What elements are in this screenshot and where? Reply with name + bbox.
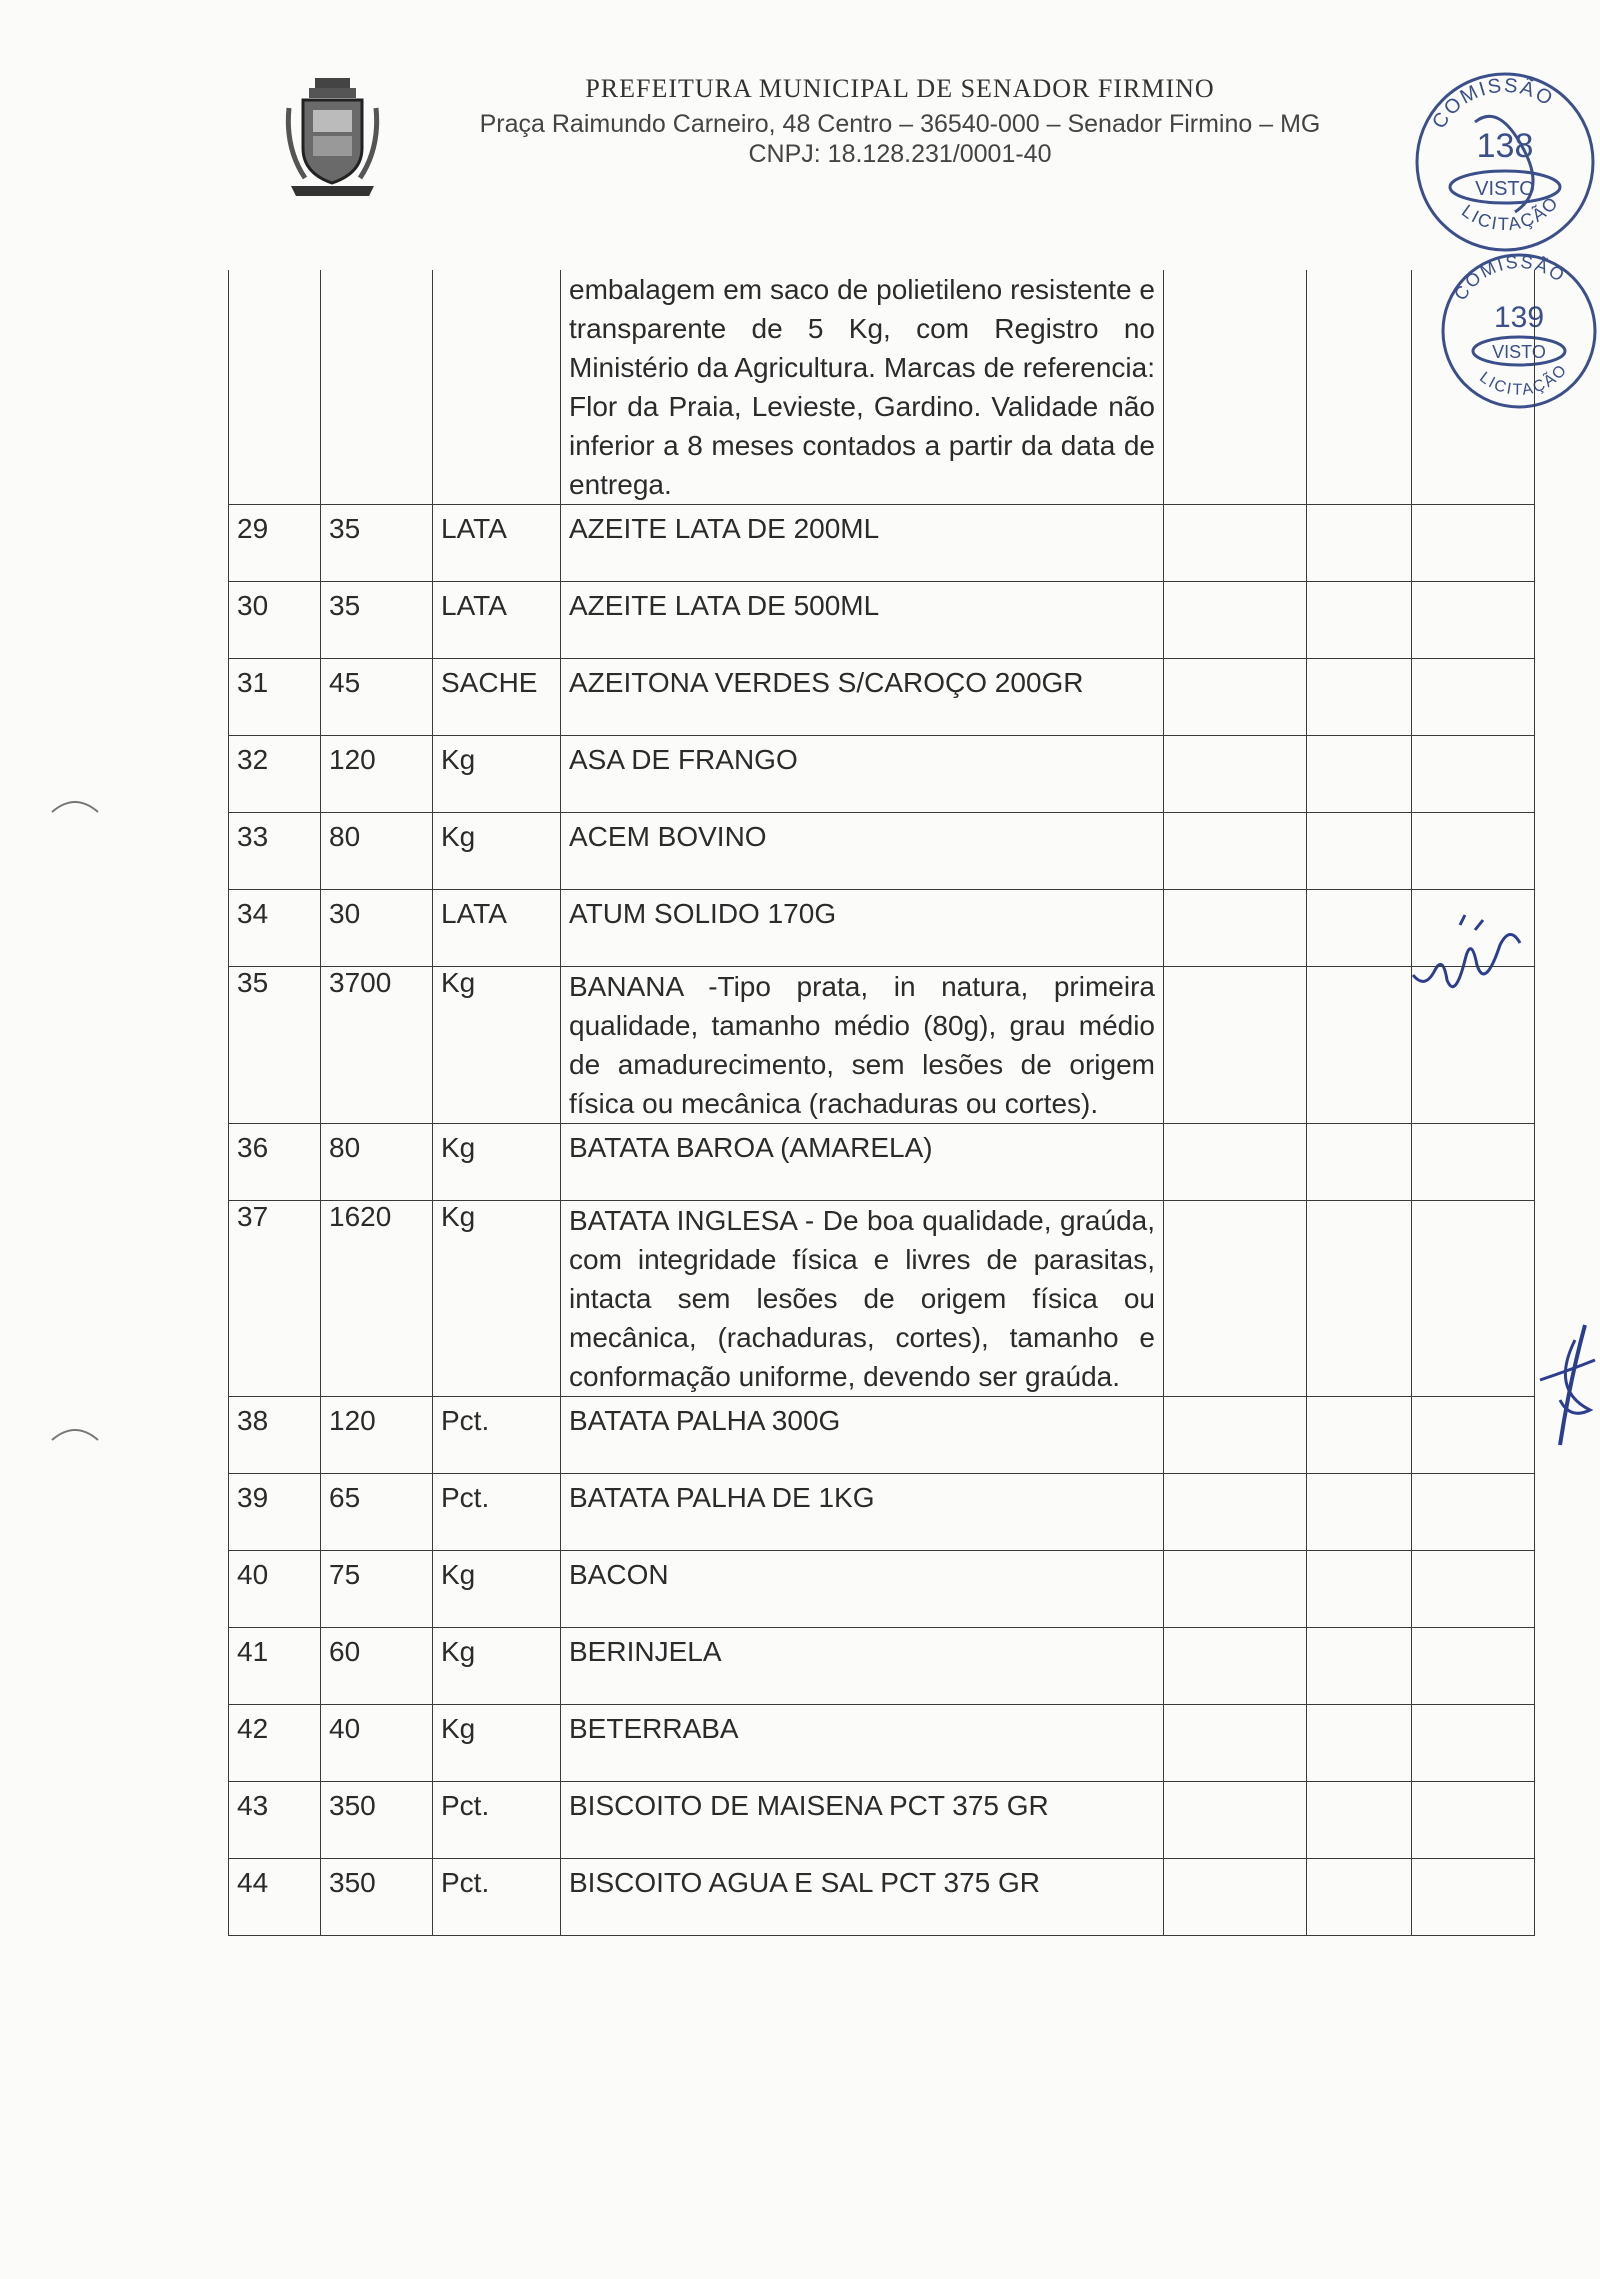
empty-cell — [1307, 270, 1412, 505]
quantity-cell: 120 — [321, 736, 433, 813]
empty-cell — [1412, 1551, 1535, 1628]
table-row — [229, 1551, 1535, 1628]
empty-cell — [1412, 736, 1535, 813]
quantity-cell: 35 — [321, 505, 433, 582]
unit-cell: Kg — [433, 1628, 561, 1705]
item-number-cell: 32 — [229, 736, 321, 813]
stamp-bottom-text: LICITAÇÃO — [1476, 360, 1572, 399]
items-table — [228, 270, 1535, 1936]
empty-cell — [1307, 505, 1412, 582]
table-row — [229, 1705, 1535, 1782]
table-row — [229, 1474, 1535, 1551]
item-number-cell: 33 — [229, 813, 321, 890]
stamp-middle-text: VISTO — [1475, 178, 1535, 200]
quantity-cell: 30 — [321, 890, 433, 967]
empty-cell — [1164, 270, 1307, 505]
empty-cell — [1164, 505, 1307, 582]
description-cell: embalagem em saco de polietileno resistente e transparente de 5 Kg, com Registro no Ministério da Agricultura. Marcas de referencia: Flor da Praia, Levieste, Gardino. Validade não inferior a 8 meses contados a partir da data de entrega. — [561, 270, 1164, 505]
empty-cell — [1164, 1124, 1307, 1201]
municipal-crest-icon — [285, 78, 380, 198]
table-row — [229, 659, 1535, 736]
empty-cell — [1412, 1859, 1535, 1936]
empty-cell — [1164, 1474, 1307, 1551]
item-number-cell: 31 — [229, 659, 321, 736]
empty-cell — [1307, 1859, 1412, 1936]
empty-cell — [1164, 1782, 1307, 1859]
quantity-cell: 35 — [321, 582, 433, 659]
item-number-cell: 29 — [229, 505, 321, 582]
item-number-cell: 34 — [229, 890, 321, 967]
empty-cell — [1164, 813, 1307, 890]
description-cell: BERINJELA — [561, 1628, 1164, 1705]
table-row — [229, 967, 1535, 1124]
unit-cell: Kg — [433, 1201, 561, 1397]
item-number-cell: 39 — [229, 1474, 321, 1551]
description-cell: BATATA INGLESA - De boa qualidade, graúda, com integridade física e livres de parasitas, intacta sem lesões de origem física ou mecânica, (rachaduras, cortes), tamanho e conformação uniforme, devendo ser graúda. — [561, 1201, 1164, 1397]
empty-cell — [1164, 1397, 1307, 1474]
empty-cell — [1307, 1474, 1412, 1551]
empty-cell — [1307, 736, 1412, 813]
handwritten-signature-icon — [1530, 1320, 1600, 1450]
empty-cell — [1164, 967, 1307, 1124]
unit-cell: Kg — [433, 813, 561, 890]
empty-cell — [1307, 1124, 1412, 1201]
description-cell: BANANA -Tipo prata, in natura, primeira qualidade, tamanho médio (80g), grau médio de amadurecimento, sem lesões de origem física ou mecânica (rachaduras ou cortes). — [561, 967, 1164, 1124]
description-cell: BATATA PALHA DE 1KG — [561, 1474, 1164, 1551]
empty-cell — [1412, 270, 1535, 505]
table-row — [229, 505, 1535, 582]
unit-cell: Kg — [433, 1705, 561, 1782]
unit-cell: Pct. — [433, 1474, 561, 1551]
punch-hole-mark-icon — [50, 796, 100, 814]
empty-cell — [1412, 1782, 1535, 1859]
unit-cell — [433, 270, 561, 505]
stamp-number: 138 — [1476, 127, 1534, 165]
svg-text:COMISSÃO — [1428, 75, 1558, 133]
empty-cell — [1164, 1201, 1307, 1397]
description-cell: BETERRABA — [561, 1705, 1164, 1782]
unit-cell: Kg — [433, 1124, 561, 1201]
description-cell: BATATA PALHA 300G — [561, 1397, 1164, 1474]
unit-cell: Kg — [433, 1551, 561, 1628]
municipality-cnpj: CNPJ: 18.128.231/0001-40 — [748, 140, 1052, 168]
empty-cell — [1307, 1782, 1412, 1859]
quantity-cell: 120 — [321, 1397, 433, 1474]
item-number-cell: 35 — [229, 967, 321, 1124]
empty-cell — [1164, 582, 1307, 659]
empty-cell — [1307, 582, 1412, 659]
item-number-cell — [229, 270, 321, 505]
empty-cell — [1307, 967, 1412, 1124]
empty-cell — [1412, 1705, 1535, 1782]
table-row — [229, 736, 1535, 813]
quantity-cell: 40 — [321, 1705, 433, 1782]
empty-cell — [1412, 813, 1535, 890]
stamp-top-text: COMISSÃO — [1450, 251, 1570, 304]
table-row — [229, 1859, 1535, 1936]
empty-cell — [1307, 1551, 1412, 1628]
empty-cell — [1412, 505, 1535, 582]
stamp-middle-text: VISTO — [1492, 342, 1546, 362]
stamp-bottom-text: LICITAÇÃO — [1458, 191, 1563, 235]
description-cell: ATUM SOLIDO 170G — [561, 890, 1164, 967]
unit-cell: Pct. — [433, 1397, 561, 1474]
empty-cell — [1412, 1124, 1535, 1201]
item-number-cell: 41 — [229, 1628, 321, 1705]
table-row — [229, 1628, 1535, 1705]
quantity-cell: 1620 — [321, 1201, 433, 1397]
empty-cell — [1307, 1628, 1412, 1705]
empty-cell — [1307, 890, 1412, 967]
empty-cell — [1307, 1397, 1412, 1474]
empty-cell — [1412, 1474, 1535, 1551]
punch-hole-mark-icon — [50, 1424, 100, 1442]
unit-cell: SACHE — [433, 659, 561, 736]
item-number-cell: 36 — [229, 1124, 321, 1201]
table-row — [229, 582, 1535, 659]
unit-cell: Pct. — [433, 1782, 561, 1859]
unit-cell: LATA — [433, 890, 561, 967]
description-cell: BACON — [561, 1551, 1164, 1628]
quantity-cell: 45 — [321, 659, 433, 736]
description-cell: AZEITE LATA DE 200ML — [561, 505, 1164, 582]
empty-cell — [1307, 1705, 1412, 1782]
municipality-title: PREFEITURA MUNICIPAL DE SENADOR FIRMINO — [585, 74, 1215, 103]
empty-cell — [1164, 1551, 1307, 1628]
empty-cell — [1412, 582, 1535, 659]
stamp-top-text: COMISSÃO — [1428, 74, 1558, 133]
empty-cell — [1164, 890, 1307, 967]
quantity-cell: 80 — [321, 1124, 433, 1201]
item-number-cell: 44 — [229, 1859, 321, 1936]
unit-cell: Pct. — [433, 1859, 561, 1936]
item-number-cell: 43 — [229, 1782, 321, 1859]
empty-cell — [1164, 1628, 1307, 1705]
empty-cell — [1412, 890, 1535, 967]
unit-cell: LATA — [433, 505, 561, 582]
description-cell: BISCOITO AGUA E SAL PCT 375 GR — [561, 1859, 1164, 1936]
empty-cell — [1164, 659, 1307, 736]
table-row — [229, 1782, 1535, 1859]
item-number-cell: 37 — [229, 1201, 321, 1397]
empty-cell — [1307, 1201, 1412, 1397]
empty-cell — [1412, 967, 1535, 1124]
quantity-cell: 65 — [321, 1474, 433, 1551]
unit-cell: Kg — [433, 736, 561, 813]
unit-cell: LATA — [433, 582, 561, 659]
description-cell: ASA DE FRANGO — [561, 736, 1164, 813]
table-row — [229, 1397, 1535, 1474]
empty-cell — [1412, 1201, 1535, 1397]
table-row — [229, 813, 1535, 890]
approval-stamp — [1405, 62, 1600, 257]
quantity-cell: 350 — [321, 1782, 433, 1859]
empty-cell — [1412, 1397, 1535, 1474]
quantity-cell: 75 — [321, 1551, 433, 1628]
description-cell: AZEITONA VERDES S/CAROÇO 200GR — [561, 659, 1164, 736]
description-cell: BATATA BAROA (AMARELA) — [561, 1124, 1164, 1201]
quantity-cell: 80 — [321, 813, 433, 890]
empty-cell — [1307, 813, 1412, 890]
quantity-cell: 3700 — [321, 967, 433, 1124]
description-cell: AZEITE LATA DE 500ML — [561, 582, 1164, 659]
empty-cell — [1164, 1705, 1307, 1782]
empty-cell — [1307, 659, 1412, 736]
item-number-cell: 42 — [229, 1705, 321, 1782]
letterhead — [0, 0, 1600, 210]
empty-cell — [1412, 1628, 1535, 1705]
table-row — [229, 1201, 1535, 1397]
unit-cell: Kg — [433, 967, 561, 1124]
table-row — [229, 1124, 1535, 1201]
stamp-number: 139 — [1493, 301, 1545, 334]
table-row — [229, 270, 1535, 505]
item-number-cell: 38 — [229, 1397, 321, 1474]
quantity-cell: 350 — [321, 1859, 433, 1936]
item-number-cell: 40 — [229, 1551, 321, 1628]
description-cell: BISCOITO DE MAISENA PCT 375 GR — [561, 1782, 1164, 1859]
empty-cell — [1164, 1859, 1307, 1936]
quantity-cell: 60 — [321, 1628, 433, 1705]
empty-cell — [1164, 736, 1307, 813]
municipality-address: Praça Raimundo Carneiro, 48 Centro – 36540-000 – Senador Firmino – MG — [479, 110, 1321, 138]
item-number-cell: 30 — [229, 582, 321, 659]
quantity-cell — [321, 270, 433, 505]
table-row — [229, 890, 1535, 967]
empty-cell — [1412, 659, 1535, 736]
description-cell: ACEM BOVINO — [561, 813, 1164, 890]
